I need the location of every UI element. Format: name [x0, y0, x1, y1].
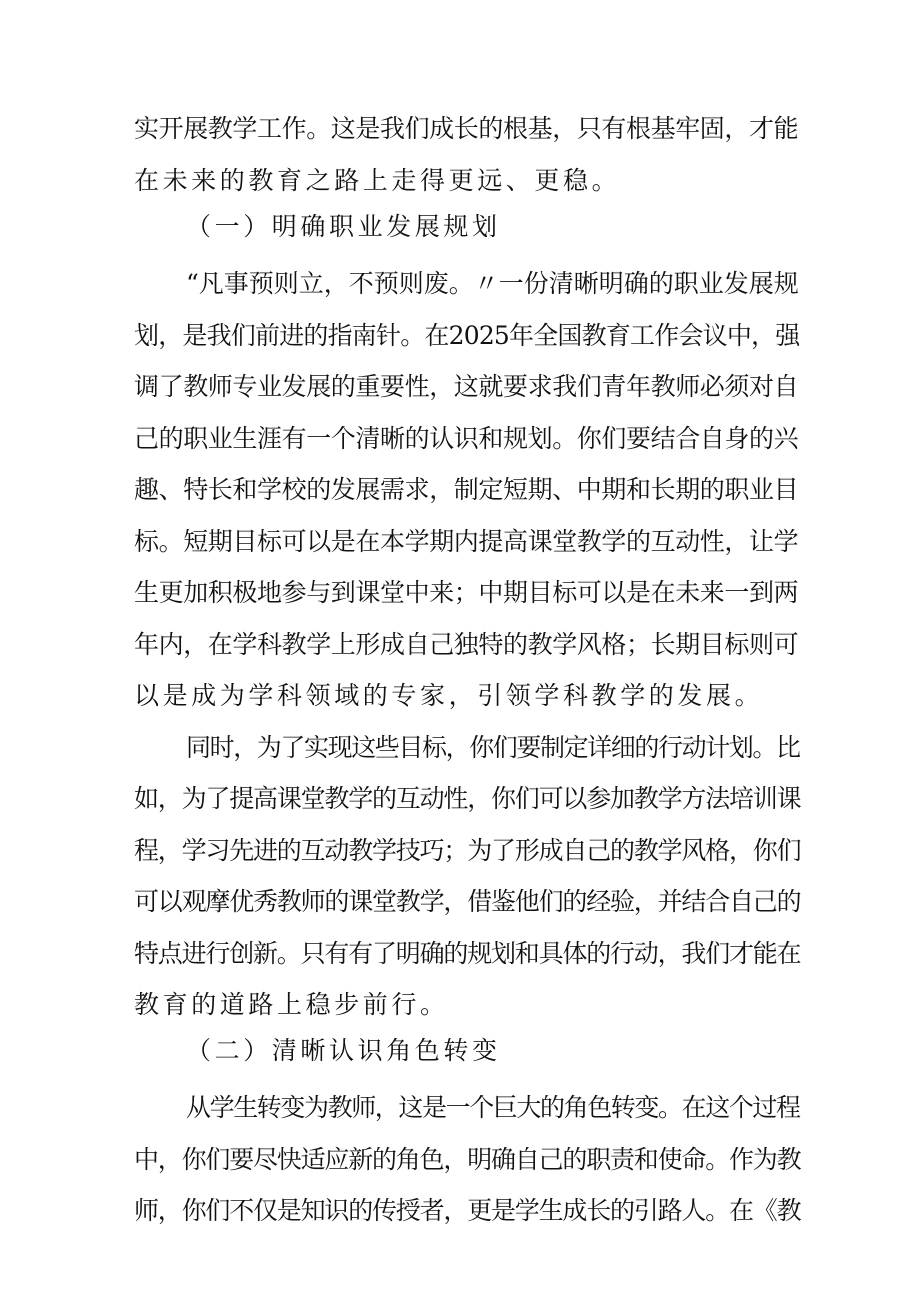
- text-line-4: “凡事预则立，不预则废。〃一份清晰明确的职业发展规: [186, 269, 799, 298]
- text-line-16: 可以观摩优秀教师的课堂教学，借鉴他们的经验，并结合自己的: [134, 887, 801, 916]
- text-line-7: 己的职业生涯有一个清晰的认识和规划。你们要结合自身的兴: [134, 424, 799, 453]
- text-line-12: 以是成为学科领域的专家，引领学科教学的发展。: [134, 681, 764, 710]
- text-line-11: 年内，在学科教学上形成自己独特的教学风格；长期目标则可: [134, 630, 799, 659]
- text-line-21: 中，你们要尽快适应新的角色，明确自己的职责和使命。作为教: [134, 1145, 801, 1174]
- text-line-18: 教育的道路上稳步前行。: [134, 990, 449, 1019]
- text-line-8: 趣、特长和学校的发展需求，制定短期、中期和长期的职业目: [134, 475, 799, 504]
- section-heading-1: （一）明确职业发展规划: [186, 212, 501, 241]
- text-line-20: 从学生转变为教师，这是一个巨大的角色转变。在这个过程: [186, 1093, 800, 1122]
- text-line-14: 如，为了提高课堂教学的互动性，你们可以参加教学方法培训课: [134, 784, 801, 813]
- text-line-13: 同时，为了实现这些目标，你们要制定详细的行动计划。比: [186, 733, 800, 762]
- text-line-9: 标。短期目标可以是在本学期内提高课堂教学的互动性，让学: [134, 527, 799, 556]
- text-line-2: 在未来的教育之路上走得更远、更稳。: [134, 166, 621, 195]
- text-line-17: 特点进行创新。只有有了明确的规划和具体的行动，我们才能在: [134, 939, 801, 968]
- text-line-6: 调了教师专业发展的重要性，这就要求我们青年教师必须对自: [134, 372, 799, 401]
- text-line-10: 生更加积极地参与到课堂中来；中期目标可以是在未来一到两: [134, 578, 799, 607]
- text-line-22: 师，你们不仅是知识的传授者，更是学生成长的引路人。在《教: [134, 1196, 801, 1225]
- text-line-1: 实开展教学工作。这是我们成长的根基，只有根基牢固，才能: [134, 114, 799, 143]
- text-line-5: 划，是我们前进的指南针。在2025年全国教育工作会议中，强: [134, 321, 800, 350]
- section-heading-2: （二）清晰认识角色转变: [186, 1036, 501, 1065]
- text-line-15: 程，学习先进的互动教学技巧；为了形成自己的教学风格，你们: [134, 836, 801, 865]
